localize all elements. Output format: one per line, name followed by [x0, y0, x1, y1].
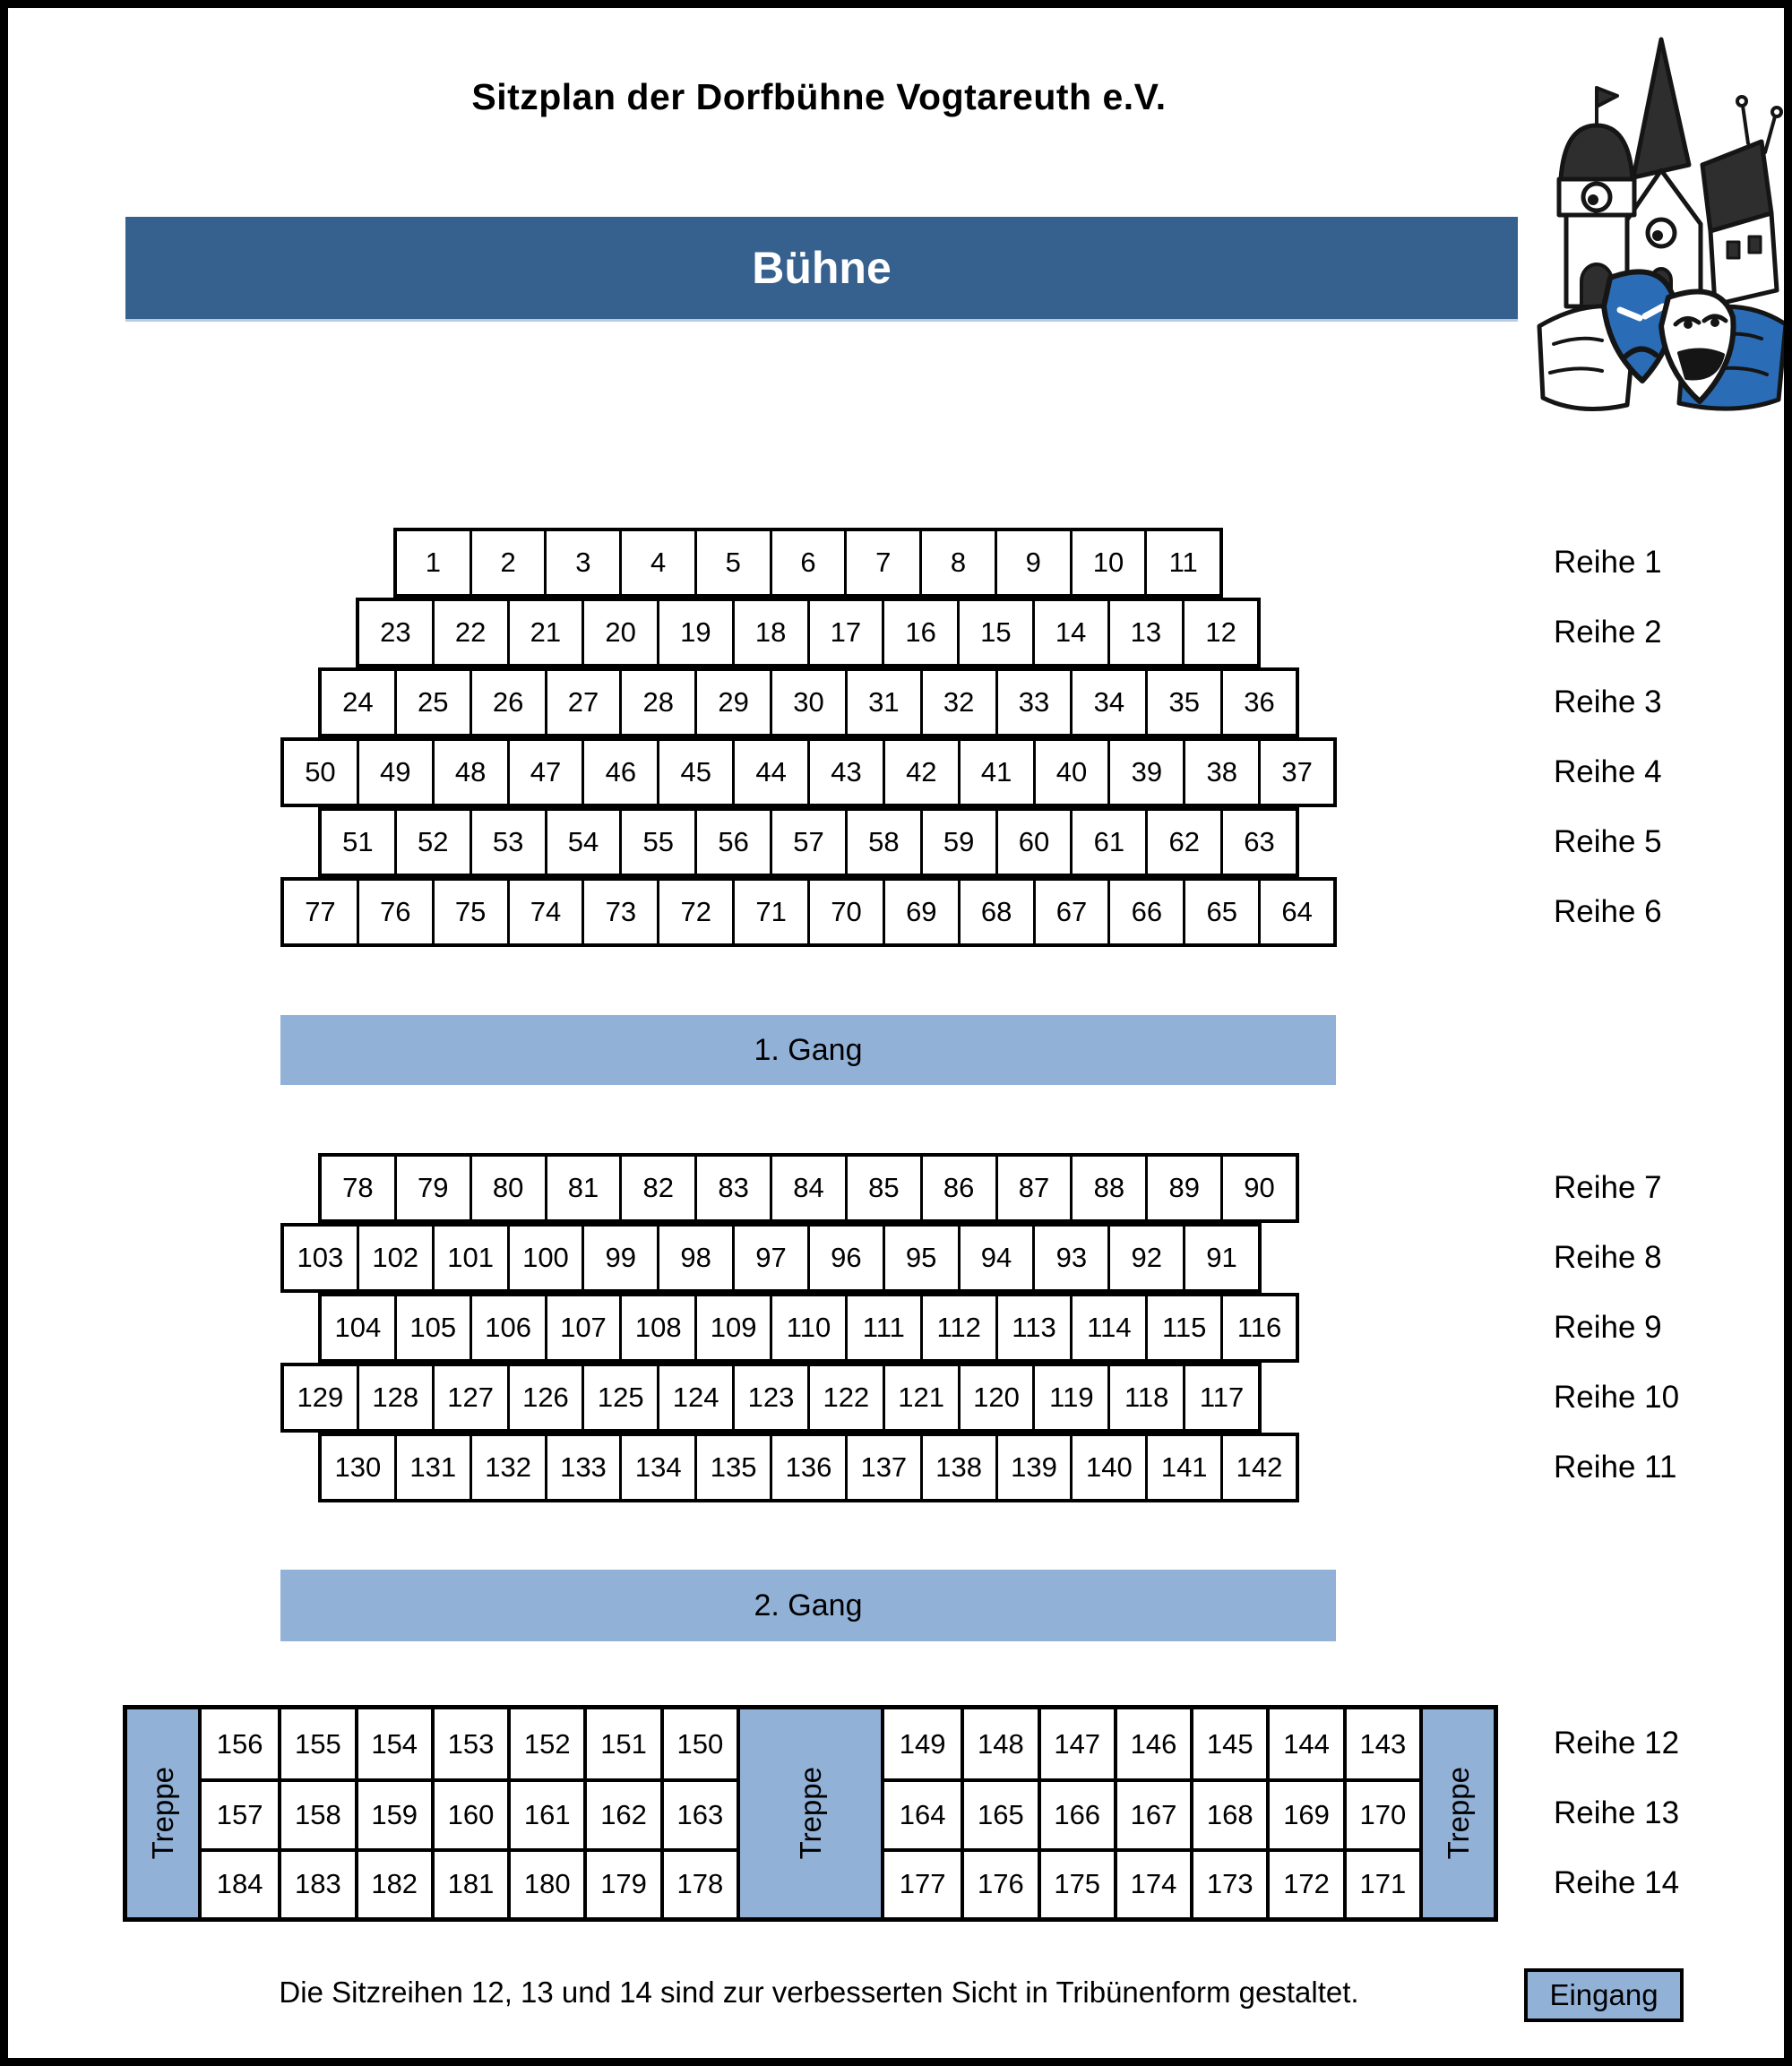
seat-108: 108: [619, 1296, 694, 1359]
seat-22: 22: [432, 601, 507, 664]
church-spire-icon: [1633, 39, 1689, 177]
seat-133: 133: [545, 1436, 620, 1499]
seat-147: 147: [1038, 1709, 1114, 1778]
dorfbuehne-logo: [1527, 28, 1792, 415]
seat-111: 111: [845, 1296, 920, 1359]
seat-11: 11: [1144, 531, 1219, 594]
seat-row-1: [393, 528, 1223, 598]
seat-161: 161: [507, 1778, 583, 1847]
seat-146: 146: [1114, 1709, 1190, 1778]
seat-46: 46: [582, 741, 657, 804]
seat-135: 135: [694, 1436, 770, 1499]
seat-row-6: [280, 877, 1337, 947]
row-label-14: Reihe 14: [1554, 1865, 1680, 1900]
seat-84: 84: [770, 1157, 845, 1219]
seat-57: 57: [770, 811, 845, 874]
seat-102: 102: [357, 1227, 432, 1289]
seat-173: 173: [1190, 1848, 1266, 1917]
seat-16: 16: [882, 601, 957, 664]
seat-165: 165: [961, 1778, 1037, 1847]
seat-51: 51: [342, 826, 374, 857]
seat-155: 155: [278, 1709, 354, 1778]
aisle-2-label: 2. Gang: [754, 1588, 863, 1623]
footer-note: Die Sitzreihen 12, 13 und 14 sind zur verbesserten Sicht in Tribünenform gestaltet.: [279, 1976, 1359, 2009]
stage-banner: [125, 217, 1518, 322]
seat-54: 54: [545, 811, 620, 874]
seat-70: 70: [807, 881, 883, 943]
seat-85: 85: [845, 1157, 920, 1219]
seat-121: 121: [883, 1366, 958, 1429]
seat-174: 174: [1114, 1848, 1190, 1917]
aisle-1-label: 1. Gang: [754, 1032, 863, 1067]
seat-129: 129: [297, 1382, 344, 1413]
seat-139: 139: [995, 1436, 1071, 1499]
seat-170: 170: [1343, 1778, 1419, 1847]
seat-126: 126: [507, 1366, 582, 1429]
seat-164: 164: [884, 1778, 961, 1847]
seat-71: 71: [732, 881, 807, 943]
seat-39: 39: [1107, 741, 1183, 804]
entrance-label: Eingang: [1549, 1978, 1658, 2011]
entrance-badge: [1524, 1968, 1684, 2022]
seat-17: 17: [807, 601, 883, 664]
seat-144: 144: [1266, 1709, 1342, 1778]
row-label-1: Reihe 1: [1554, 545, 1662, 580]
seat-59: 59: [920, 811, 995, 874]
row-label-3: Reihe 3: [1554, 684, 1662, 719]
seat-123: 123: [732, 1366, 807, 1429]
seat-183: 183: [278, 1848, 354, 1917]
seat-3: 3: [544, 531, 619, 594]
seat-83: 83: [694, 1157, 770, 1219]
seat-61: 61: [1070, 811, 1145, 874]
seat-28: 28: [619, 671, 694, 734]
seat-148: 148: [961, 1709, 1037, 1778]
seat-119: 119: [1032, 1366, 1107, 1429]
row-label-7: Reihe 7: [1554, 1170, 1662, 1205]
seat-12: 12: [1182, 601, 1257, 664]
seat-65: 65: [1183, 881, 1258, 943]
seat-79: 79: [394, 1157, 470, 1219]
seat-110: 110: [770, 1296, 845, 1359]
seat-117: 117: [1183, 1366, 1258, 1429]
seat-99: 99: [582, 1227, 657, 1289]
seat-101: 101: [432, 1227, 507, 1289]
seat-29: 29: [694, 671, 770, 734]
seat-64: 64: [1258, 881, 1333, 943]
stairs-left-label: Treppe: [145, 1767, 179, 1860]
seat-4: 4: [619, 531, 694, 594]
seat-81: 81: [545, 1157, 620, 1219]
seat-38: 38: [1183, 741, 1258, 804]
seat-157: 157: [202, 1778, 278, 1847]
seat-143: 143: [1343, 1709, 1419, 1778]
seat-158: 158: [278, 1778, 354, 1847]
seat-7: 7: [844, 531, 919, 594]
seat-27: 27: [545, 671, 620, 734]
row-label-4: Reihe 4: [1554, 754, 1662, 789]
seat-8: 8: [919, 531, 995, 594]
seat-2: 2: [470, 531, 545, 594]
seat-151: 151: [583, 1709, 659, 1778]
seat-36: 36: [1220, 671, 1296, 734]
seat-115: 115: [1145, 1296, 1220, 1359]
seat-163: 163: [660, 1778, 737, 1847]
row-label-9: Reihe 9: [1554, 1310, 1662, 1345]
seat-94: 94: [958, 1227, 1033, 1289]
seat-130: 130: [334, 1451, 382, 1483]
seat-141: 141: [1145, 1436, 1220, 1499]
aisle-1-gang: [280, 1015, 1336, 1085]
seat-5: 5: [694, 531, 770, 594]
seat-26: 26: [470, 671, 545, 734]
seat-60: 60: [995, 811, 1071, 874]
seat-10: 10: [1070, 531, 1145, 594]
seat-127: 127: [432, 1366, 507, 1429]
seat-131: 131: [394, 1436, 470, 1499]
seat-103: 103: [297, 1242, 344, 1273]
seat-6: 6: [770, 531, 845, 594]
seat-75: 75: [432, 881, 507, 943]
seat-47: 47: [507, 741, 582, 804]
seat-31: 31: [845, 671, 920, 734]
seat-86: 86: [920, 1157, 995, 1219]
seat-55: 55: [619, 811, 694, 874]
seat-1: 1: [425, 547, 441, 578]
seat-41: 41: [958, 741, 1033, 804]
seat-87: 87: [995, 1157, 1071, 1219]
seat-35: 35: [1145, 671, 1220, 734]
seat-138: 138: [920, 1436, 995, 1499]
seat-80: 80: [470, 1157, 545, 1219]
seat-45: 45: [657, 741, 732, 804]
seat-32: 32: [920, 671, 995, 734]
seat-50: 50: [305, 756, 336, 788]
seat-19: 19: [657, 601, 732, 664]
seat-150: 150: [660, 1709, 737, 1778]
seat-21: 21: [507, 601, 582, 664]
seat-95: 95: [883, 1227, 958, 1289]
seat-168: 168: [1190, 1778, 1266, 1847]
seat-76: 76: [357, 881, 432, 943]
seat-169: 169: [1266, 1778, 1342, 1847]
seat-row-11: [318, 1433, 1299, 1502]
seat-42: 42: [883, 741, 958, 804]
stairs-left: [127, 1709, 202, 1917]
seat-176: 176: [961, 1848, 1037, 1917]
seat-25: 25: [394, 671, 470, 734]
seat-112: 112: [920, 1296, 995, 1359]
seat-116: 116: [1220, 1296, 1296, 1359]
seat-182: 182: [355, 1848, 431, 1917]
stage-label: Bühne: [752, 243, 892, 293]
seat-88: 88: [1070, 1157, 1145, 1219]
row-label-10: Reihe 10: [1554, 1380, 1680, 1415]
seat-156: 156: [202, 1709, 278, 1778]
seat-98: 98: [657, 1227, 732, 1289]
seat-20: 20: [582, 601, 657, 664]
row-label-11: Reihe 11: [1554, 1450, 1677, 1485]
seat-30: 30: [770, 671, 845, 734]
seat-136: 136: [770, 1436, 845, 1499]
seat-125: 125: [582, 1366, 657, 1429]
seat-113: 113: [995, 1296, 1071, 1359]
seat-105: 105: [394, 1296, 470, 1359]
seat-67: 67: [1033, 881, 1108, 943]
seat-row-3: [318, 667, 1299, 737]
seat-row-4: [280, 737, 1337, 807]
seat-62: 62: [1145, 811, 1220, 874]
seat-37: 37: [1258, 741, 1333, 804]
seat-178: 178: [660, 1848, 737, 1917]
seat-172: 172: [1266, 1848, 1342, 1917]
seat-68: 68: [958, 881, 1033, 943]
seat-162: 162: [583, 1778, 659, 1847]
seat-56: 56: [694, 811, 770, 874]
row-label-5: Reihe 5: [1554, 824, 1662, 859]
seat-114: 114: [1070, 1296, 1145, 1359]
seat-9: 9: [995, 531, 1070, 594]
seat-78: 78: [342, 1172, 374, 1203]
seat-24: 24: [342, 686, 374, 718]
row-label-13: Reihe 13: [1554, 1795, 1680, 1830]
seat-40: 40: [1033, 741, 1108, 804]
seat-row-2: [356, 598, 1261, 667]
seat-134: 134: [619, 1436, 694, 1499]
row-label-2: Reihe 2: [1554, 615, 1662, 650]
seat-175: 175: [1038, 1848, 1114, 1917]
stairs-middle: [737, 1709, 884, 1917]
seat-96: 96: [807, 1227, 883, 1289]
seat-142: 142: [1220, 1436, 1296, 1499]
seat-149: 149: [884, 1709, 961, 1778]
seat-92: 92: [1107, 1227, 1183, 1289]
seat-66: 66: [1107, 881, 1183, 943]
seat-91: 91: [1183, 1227, 1258, 1289]
seat-74: 74: [507, 881, 582, 943]
seat-23: 23: [380, 616, 411, 648]
seat-180: 180: [507, 1848, 583, 1917]
seat-154: 154: [355, 1709, 431, 1778]
seat-69: 69: [883, 881, 958, 943]
seat-72: 72: [657, 881, 732, 943]
tribune-section: [123, 1705, 1498, 1922]
seat-122: 122: [807, 1366, 883, 1429]
seat-44: 44: [732, 741, 807, 804]
seat-184: 184: [202, 1848, 278, 1917]
row-label-8: Reihe 8: [1554, 1240, 1662, 1275]
seat-167: 167: [1114, 1778, 1190, 1847]
tribune-left-block: [202, 1709, 737, 1917]
page-title: Sitzplan der Dorfbühne Vogtareuth e.V.: [471, 76, 1167, 117]
seat-171: 171: [1343, 1848, 1419, 1917]
seat-18: 18: [732, 601, 807, 664]
seat-48: 48: [432, 741, 507, 804]
seat-100: 100: [507, 1227, 582, 1289]
seat-166: 166: [1038, 1778, 1114, 1847]
seat-153: 153: [431, 1709, 507, 1778]
seat-93: 93: [1032, 1227, 1107, 1289]
seat-107: 107: [545, 1296, 620, 1359]
seat-52: 52: [394, 811, 470, 874]
seat-34: 34: [1070, 671, 1145, 734]
seat-row-9: [318, 1293, 1299, 1363]
seat-58: 58: [845, 811, 920, 874]
seat-152: 152: [507, 1709, 583, 1778]
stairs-right-label: Treppe: [1441, 1767, 1475, 1860]
seat-128: 128: [357, 1366, 432, 1429]
row-label-6: Reihe 6: [1554, 894, 1662, 929]
seat-177: 177: [884, 1848, 961, 1917]
seat-row-7: [318, 1153, 1299, 1223]
seat-15: 15: [957, 601, 1032, 664]
seat-124: 124: [657, 1366, 732, 1429]
seat-181: 181: [431, 1848, 507, 1917]
seat-14: 14: [1032, 601, 1107, 664]
aisle-2-gang: [280, 1570, 1336, 1641]
row-label-12: Reihe 12: [1554, 1726, 1680, 1760]
seat-159: 159: [355, 1778, 431, 1847]
seat-43: 43: [807, 741, 883, 804]
seat-145: 145: [1190, 1709, 1266, 1778]
seat-137: 137: [845, 1436, 920, 1499]
seat-33: 33: [995, 671, 1071, 734]
stairs-right: [1419, 1709, 1494, 1917]
seat-118: 118: [1107, 1366, 1183, 1429]
seat-89: 89: [1145, 1157, 1220, 1219]
seat-row-8: [280, 1223, 1262, 1293]
seat-77: 77: [305, 896, 336, 927]
seat-53: 53: [470, 811, 545, 874]
seat-97: 97: [732, 1227, 807, 1289]
seat-109: 109: [694, 1296, 770, 1359]
seat-13: 13: [1107, 601, 1183, 664]
onion-dome-icon: [1561, 125, 1633, 179]
tribune-right-block: [884, 1709, 1419, 1917]
seat-49: 49: [357, 741, 432, 804]
seat-179: 179: [583, 1848, 659, 1917]
seat-132: 132: [470, 1436, 545, 1499]
stairs-middle-label: Treppe: [793, 1767, 827, 1860]
seat-90: 90: [1220, 1157, 1296, 1219]
seat-row-10: [280, 1363, 1262, 1433]
seat-120: 120: [958, 1366, 1033, 1429]
seat-104: 104: [334, 1312, 382, 1343]
seat-160: 160: [431, 1778, 507, 1847]
seat-82: 82: [619, 1157, 694, 1219]
seat-73: 73: [582, 881, 657, 943]
seat-row-5: [318, 807, 1299, 877]
seat-63: 63: [1220, 811, 1296, 874]
seat-140: 140: [1070, 1436, 1145, 1499]
seat-106: 106: [470, 1296, 545, 1359]
